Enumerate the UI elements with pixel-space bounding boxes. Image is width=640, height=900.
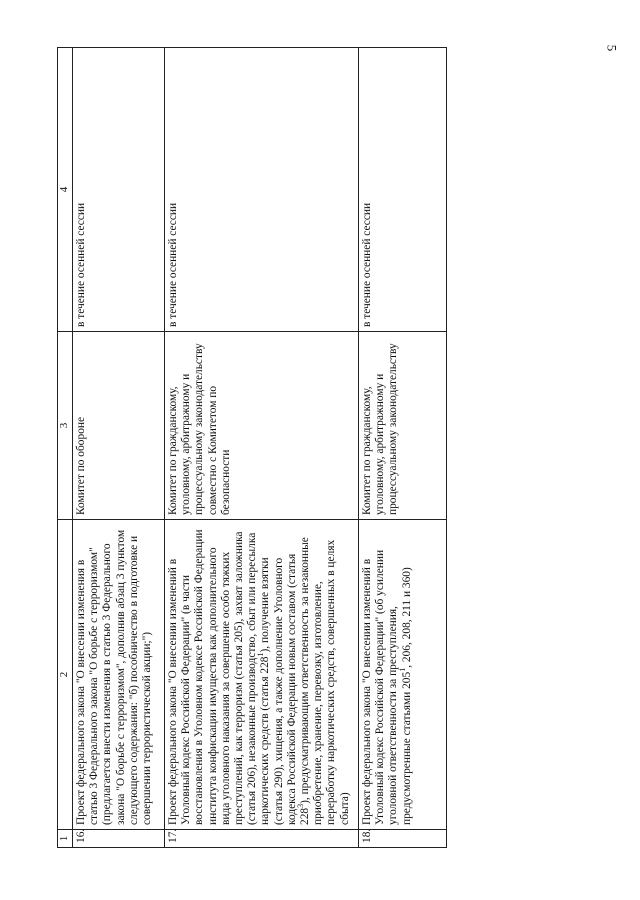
- description-text: Проект федерального закона "О внесении изменений в Уголовный кодекс Российской Федерации" (об усилении уголовной ответственности за преступления, предусмотренные статьями 205: [361, 549, 413, 825]
- row-number: 17.: [165, 830, 359, 848]
- legislation-plan-table: [57, 47, 447, 848]
- document-sheet: [57, 48, 447, 848]
- row-responsible: Комитет по обороне: [73, 332, 165, 520]
- rotated-table-container: [57, 48, 447, 848]
- row-responsible: Комитет по гражданскому, уголовному, арбитражному и процессуальному законодательству: [359, 332, 447, 520]
- column-header-4: 4: [58, 48, 73, 332]
- superscript: 3: [296, 803, 306, 808]
- page-number: 5: [603, 44, 619, 52]
- row-term: в течение осенней сессии: [165, 48, 359, 332]
- superscript: 1: [256, 652, 266, 657]
- column-header-2: 2: [58, 520, 73, 830]
- row-description: Проект федерального закона "О внесении изменения в статью 3 Федерального закона "О борьбе с терроризмом" (предлагается внести изменения в статью 3 Федерального закона "О борьбе с терроризмом", дополнив абзац 3 пунктом следующего содержания: "б) пособничество в подготовке и совершении террористической акции;"): [73, 520, 165, 830]
- column-header-3: 3: [58, 332, 73, 520]
- table-row: [73, 48, 165, 848]
- row-number: 16.: [73, 830, 165, 848]
- row-description: [165, 520, 359, 830]
- description-text: ), предусматривающим ответственность за незаконные приобретение, хранение, перевозку, изготовление, переработку наркотических средств, совершенных в целях сбыта): [299, 537, 351, 825]
- description-text: Проект федерального закона "О внесении изменений в Уголовный кодекс Российской Федерации" (в части восстановления в Уголовном кодексе Российской Федерации института конфискации имущества как дополнительного вида уголовного наказания за совершение особо тяжких преступлений, как терроризм (статья 205), захват заложника (статья 206), незаконные производство, сбыт или пересылка наркотических средств (статья 228: [167, 529, 272, 825]
- description-text: ), получение взятки (статья 290), хищения, а также дополнение Уголовного кодекса Российской Федерации новым составом (статья 228: [259, 553, 312, 825]
- column-number-row: [58, 48, 73, 848]
- superscript: 1: [397, 667, 407, 672]
- table-row: [165, 48, 359, 848]
- row-description: [359, 520, 447, 830]
- row-term: в течение осенней сессии: [359, 48, 447, 332]
- table-row: [359, 48, 447, 848]
- column-header-1: 1: [58, 830, 73, 848]
- row-number: 18.: [359, 830, 447, 848]
- description-text: , 206, 208, 211 и 360): [400, 567, 413, 668]
- row-term: в течение осенней сессии: [73, 48, 165, 332]
- row-responsible: Комитет по гражданскому, уголовному, арбитражному и процессуальному законодательству совместно с Комитетом по безопасности: [165, 332, 359, 520]
